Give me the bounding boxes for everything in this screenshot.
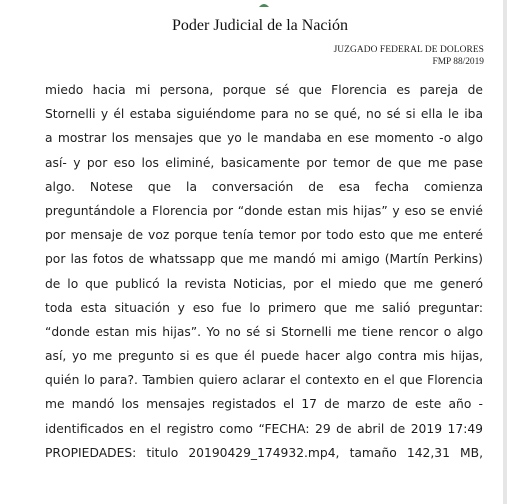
text-line: a mostrar los mensajes que yo le mandaba en ese momento -o algo bbox=[45, 131, 483, 146]
page-title: Poder Judicial de la Nación bbox=[172, 17, 348, 34]
text-line: quién lo para?. Tambien quiero aclarar el contexto en el que Florencia bbox=[45, 373, 483, 388]
emblem-icon bbox=[258, 2, 270, 8]
text-line: de lo que publicó la revista Noticias, por el miedo que me generó bbox=[45, 276, 483, 291]
text-line: Stornelli y él estaba siguiéndome para no se qué, no sé si ella le iba bbox=[45, 107, 483, 122]
text-line: preguntándole a Florencia por “donde estan mis hijas” y eso se envié bbox=[45, 203, 483, 218]
text-line: miedo hacia mi persona, porque sé que Florencia es pareja de bbox=[45, 83, 483, 97]
text-line: PROPIEDADES: titulo 20190429_174932.mp4, tamaño 142,31 MB, bbox=[45, 445, 483, 460]
text-line: toda esta situación y eso fue lo primero que me salió preguntar: bbox=[45, 300, 483, 315]
text-line: por mensaje de voz porque tenía temor por todo esto que me enteré bbox=[45, 228, 483, 243]
text-line: me mandó los mensajes registados el 17 de marzo de este año - bbox=[45, 397, 483, 412]
text-line: algo. Notese que la conversación de esa fecha comienza bbox=[45, 179, 483, 194]
text-line: así- y por eso los eliminé, basicamente por temor de que me pase bbox=[45, 155, 483, 170]
case-reference: FMP 88/2019 bbox=[432, 57, 484, 67]
text-line: por las fotos de whatssapp que me mandó mi amigo (Martín Perkins) bbox=[45, 252, 483, 267]
text-line: así, yo me pregunto si es que él puede hacer algo contra mis hijas, bbox=[45, 349, 483, 364]
text-line: “donde estan mis hijas”. Yo no sé si Stornelli me tiene rencor o algo bbox=[45, 324, 483, 339]
text-line: identificados en el registro como “FECHA: 29 de abril de 2019 17:49 bbox=[45, 421, 483, 436]
body-text bbox=[45, 83, 483, 470]
page-edge bbox=[503, 0, 507, 504]
court-name: JUZGADO FEDERAL DE DOLORES bbox=[333, 45, 484, 55]
